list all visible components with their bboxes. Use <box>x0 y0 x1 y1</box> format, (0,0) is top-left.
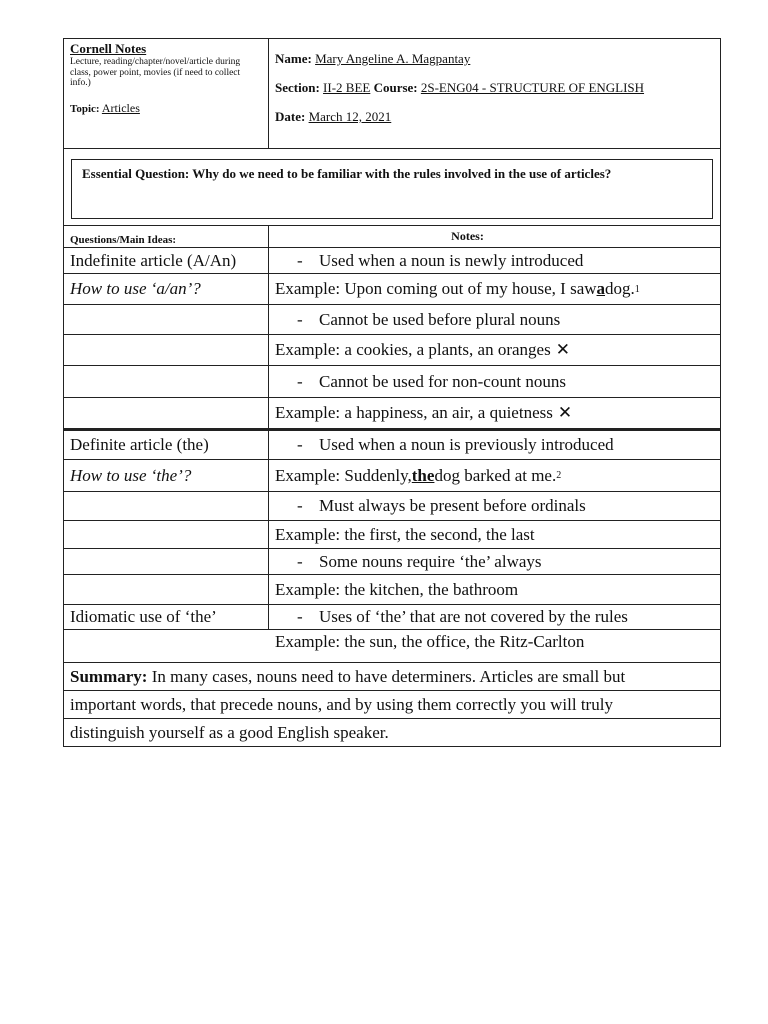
main-idea: Definite article (the) <box>64 431 269 459</box>
summary-label: Summary: <box>70 666 148 686</box>
note-example <box>269 398 720 428</box>
cornell-description: Lecture, reading/chapter/novel/article during class, power point, movies (if need to collect info.) <box>70 57 241 88</box>
topic-label: Topic: <box>70 102 100 115</box>
question: How to use ‘the’? <box>64 460 269 491</box>
header-row <box>63 38 721 149</box>
notes-header: Notes: <box>451 229 484 243</box>
summary-section <box>63 663 721 747</box>
dash: - <box>297 435 303 454</box>
empty-cell <box>64 366 269 397</box>
essential-question-section <box>63 149 721 226</box>
example-text: Example: a happiness, an air, a quietness <box>275 403 553 422</box>
note-text: Some nouns require ‘the’ always <box>319 551 542 571</box>
student-info-cell <box>269 39 720 148</box>
course-value: 2S-ENG04 - STRUCTURE OF ENGLISH <box>420 80 645 95</box>
empty-cell <box>64 335 269 365</box>
note-example: Example: the first, the second, the last <box>275 524 535 544</box>
table-row <box>63 630 721 663</box>
cross-mark-icon: ✕ <box>557 403 573 422</box>
table-row <box>63 492 721 521</box>
footnote-marker: 2 <box>556 470 562 481</box>
note-example <box>269 335 720 365</box>
cross-mark-icon: ✕ <box>555 340 570 359</box>
footnote-marker: 1 <box>634 283 640 295</box>
topic-line <box>70 101 140 116</box>
dash: - <box>297 250 303 270</box>
empty-cell <box>64 492 269 520</box>
table-row <box>63 398 721 431</box>
name-label: Name: <box>275 51 312 66</box>
table-row <box>63 605 721 630</box>
cornell-notes-sheet <box>63 38 721 747</box>
question: How to use ‘a/an’? <box>64 274 269 304</box>
table-row <box>63 521 721 549</box>
summary-line <box>64 663 720 691</box>
dash: - <box>297 496 303 515</box>
date-label: Date: <box>275 109 306 124</box>
section-line <box>275 80 644 109</box>
empty-cell <box>64 575 269 604</box>
note-bullet <box>269 549 720 574</box>
table-row <box>63 460 721 492</box>
note-example <box>269 274 720 304</box>
table-row <box>63 305 721 335</box>
note-bullet <box>269 248 720 273</box>
note-bullet <box>269 492 720 520</box>
name-line <box>275 51 470 80</box>
note-text: Uses of ‘the’ that are not covered by the rules <box>319 607 628 626</box>
note-example <box>269 460 720 491</box>
essential-question: Essential Question: Why do we need to be familiar with the rules involved in the use of articles? <box>71 159 713 219</box>
dash: - <box>297 551 303 571</box>
topic-value: Articles <box>101 100 140 115</box>
summary-text: In many cases, nouns need to have determiners. Articles are small but <box>147 666 626 686</box>
note-text: Must always be present before ordinals <box>319 496 586 515</box>
summary-line: important words, that precede nouns, and by using them correctly you will truly <box>64 691 720 719</box>
example-text: Example: Suddenly, <box>275 465 412 485</box>
main-idea: Indefinite article (A/An) <box>64 248 269 273</box>
section-value: II-2 BEE <box>323 80 371 95</box>
emphasized-article: the <box>411 465 435 485</box>
emphasized-article: a <box>596 279 606 298</box>
empty-cell <box>64 549 269 574</box>
note-bullet <box>269 605 720 629</box>
main-idea: Idiomatic use of ‘the’ <box>64 605 269 629</box>
column-header-row <box>63 226 721 248</box>
table-row <box>63 366 721 398</box>
note-example: Example: the kitchen, the bathroom <box>275 579 519 599</box>
cornell-title: Cornell Notes <box>70 41 147 56</box>
table-row <box>63 248 721 274</box>
date-line <box>275 109 391 138</box>
course-label: Course: <box>373 80 418 95</box>
cornell-info-cell <box>64 39 269 148</box>
note-example: Example: the sun, the office, the Ritz-Carlton <box>275 632 585 651</box>
empty-cell <box>64 398 269 428</box>
summary-line: distinguish yourself as a good English speaker. <box>64 719 720 747</box>
table-row <box>63 431 721 460</box>
empty-cell <box>64 305 269 334</box>
note-text: Used when a noun is newly introduced <box>319 250 584 270</box>
example-text: Example: Upon coming out of my house, I saw <box>275 279 597 298</box>
example-text: dog. <box>605 279 635 298</box>
note-bullet <box>269 431 720 459</box>
dash: - <box>297 309 303 329</box>
example-text: dog barked at me. <box>434 465 557 485</box>
dash: - <box>297 607 303 626</box>
note-text: Cannot be used before plural nouns <box>319 309 561 329</box>
table-row <box>63 335 721 366</box>
note-text: Cannot be used for non-count nouns <box>319 371 566 391</box>
note-bullet <box>269 366 720 397</box>
name-value: Mary Angeline A. Magpantay <box>315 51 471 66</box>
table-row <box>63 274 721 305</box>
dash: - <box>297 371 303 391</box>
note-text: Used when a noun is previously introduced <box>319 435 614 454</box>
date-value: March 12, 2021 <box>308 109 392 124</box>
table-row <box>63 549 721 575</box>
table-row <box>63 575 721 605</box>
note-bullet <box>269 305 720 334</box>
section-label: Section: <box>275 80 320 95</box>
questions-header: Questions/Main Ideas: <box>64 226 269 247</box>
example-text: Example: a cookies, a plants, an oranges <box>275 340 551 359</box>
empty-cell <box>64 521 269 548</box>
